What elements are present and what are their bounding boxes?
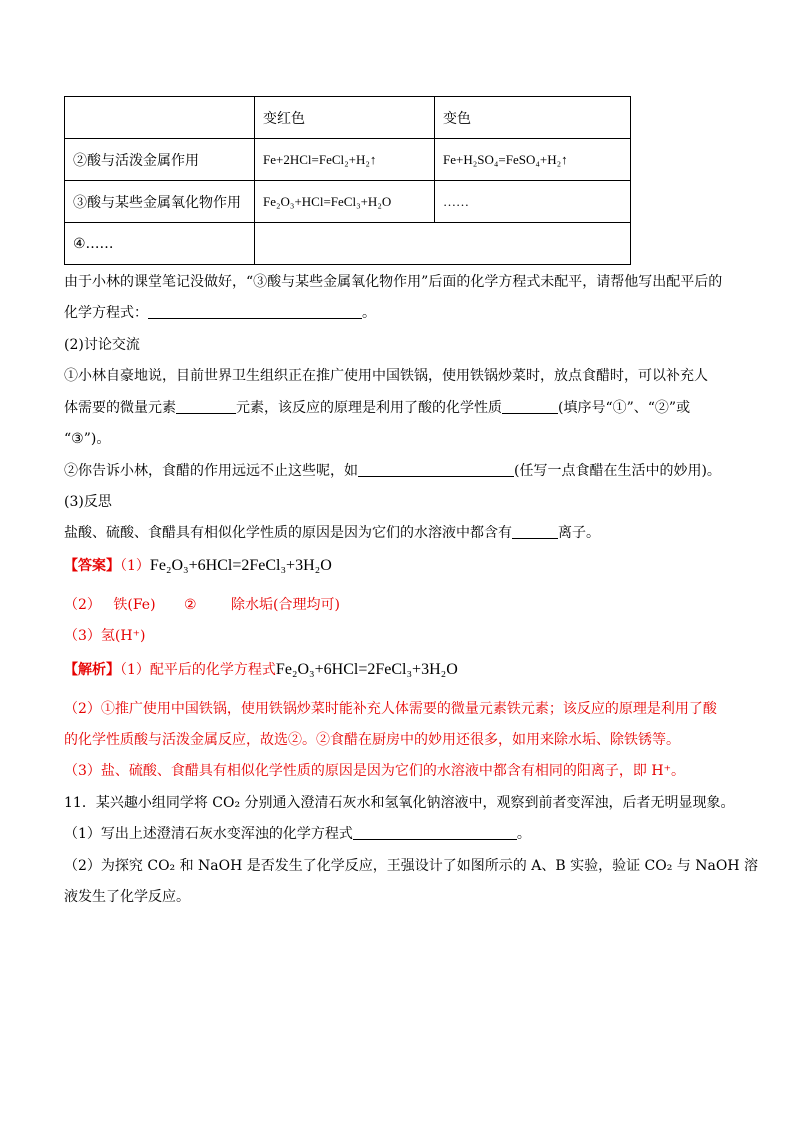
- answer-blank[interactable]: [502, 399, 558, 414]
- answer-line: （3）氢(H⁺): [64, 628, 146, 644]
- answer-blank[interactable]: [176, 399, 236, 414]
- analysis-formula: Fe₂O₃+6HCl=2FeCl₃+3H₂O: [275, 661, 458, 678]
- answer-line: [64, 555, 332, 575]
- table-cell: ③酸与某些金属氧化物作用: [65, 181, 255, 223]
- analysis-line: [64, 659, 458, 679]
- question-text-part: ②你告诉小林，食醋的作用远远不止这些呢，如: [64, 463, 358, 479]
- table-cell: [65, 97, 255, 139]
- table-header-row: [65, 97, 631, 139]
- question-text: [64, 823, 531, 843]
- question-text: [64, 397, 690, 417]
- question-text-part: (填序号“①”、“②”或: [558, 400, 691, 416]
- section-title: (3)反思: [64, 494, 112, 510]
- question-text: 由于小林的课堂笔记没做好，“③酸与某些金属氧化物作用”后面的化学方程式未配平，请帮他写出配平后的: [64, 274, 723, 290]
- answer-text: ②: [184, 597, 197, 613]
- question-text-part: 。: [362, 305, 376, 321]
- table-cell: Fe₂O₃+HCl=FeCl₃+H₂O: [255, 181, 435, 223]
- question-text-part: 盐酸、硫酸、食醋具有相似化学性质的原因是因为它们的水溶液中都含有: [64, 525, 512, 541]
- question-text-part: (任写一点食醋在生活中的妙用)。: [514, 463, 721, 479]
- question-text: “③”)。: [64, 431, 111, 447]
- question-text: [64, 302, 376, 322]
- answer-line: [64, 594, 340, 614]
- table-row: [65, 139, 631, 181]
- answer-text: 除水垢(合理均可): [231, 597, 340, 613]
- table-row: [65, 223, 631, 265]
- question-text-part: 化学方程式：: [64, 305, 148, 321]
- answer-text: 铁(Fe): [113, 597, 156, 613]
- question-text: [64, 522, 600, 542]
- analysis-line: 的化学性质酸与活泼金属反应，故选②。②食醋在厨房中的妙用还很多，如用来除水垢、除铁锈等。: [64, 732, 680, 748]
- table-cell: Fe+2HCl=FeCl₂+H₂↑: [255, 139, 435, 181]
- section-title: (2)讨论交流: [64, 337, 140, 353]
- table-cell: ④……: [65, 223, 255, 265]
- answer-formula: Fe₂O₃+6HCl=2FeCl₃+3H₂O: [149, 557, 332, 574]
- answer-blank[interactable]: [358, 462, 514, 477]
- table-cell: ②酸与活泼金属作用: [65, 139, 255, 181]
- question-text-part: 体需要的微量元素: [64, 400, 176, 416]
- table-cell: 变红色: [255, 97, 435, 139]
- question-text-part: 离子。: [558, 525, 600, 541]
- table-cell: [255, 223, 631, 265]
- analysis-tag: 【解析】: [64, 662, 120, 678]
- answer-tag: 【答案】: [64, 558, 120, 574]
- answer-blank[interactable]: [148, 304, 362, 319]
- table-cell: Fe+H₂SO₄=FeSO₄+H₂↑: [435, 139, 631, 181]
- question-text: ①小林自豪地说，目前世界卫生组织正在推广使用中国铁锅，使用铁锅炒菜时，放点食醋时，可以补充人: [64, 368, 708, 384]
- table-row: [65, 181, 631, 223]
- answer-text: （2）: [64, 597, 101, 613]
- table-cell: ……: [435, 181, 631, 223]
- analysis-line: （3）盐、硫酸、食醋具有相似化学性质的原因是因为它们的水溶液中都含有相同的阳离子，即 H⁺。: [64, 763, 685, 779]
- question-text: [64, 460, 721, 480]
- answer-blank[interactable]: [512, 524, 558, 539]
- answer-text: （1）: [120, 558, 150, 574]
- table-cell: 变色: [435, 97, 631, 139]
- chemistry-table: [64, 96, 631, 265]
- question-text: （2）为探究 CO₂ 和 NaOH 是否发生了化学反应，王强设计了如图所示的 A、B 实验，验证 CO₂ 与 NaOH 溶: [64, 858, 758, 874]
- question-text: 液发生了化学反应。: [64, 889, 190, 905]
- analysis-line: （2）①推广使用中国铁锅，使用铁锅炒菜时能补充人体需要的微量元素铁元素；该反应的原理是利用了酸: [64, 701, 717, 717]
- analysis-text: （1）配平后的化学方程式: [120, 662, 276, 678]
- question-text-part: （1）写出上述澄清石灰水变浑浊的化学方程式: [64, 826, 353, 842]
- question-text-part: 元素，该反应的原理是利用了酸的化学性质: [236, 400, 502, 416]
- answer-blank[interactable]: [353, 825, 517, 840]
- question-text-part: 。: [516, 826, 531, 842]
- question-text: 11．某兴趣小组同学将 CO₂ 分别通入澄清石灰水和氢氧化钠溶液中，观察到前者变浑浊，后者无明显现象。: [64, 795, 735, 811]
